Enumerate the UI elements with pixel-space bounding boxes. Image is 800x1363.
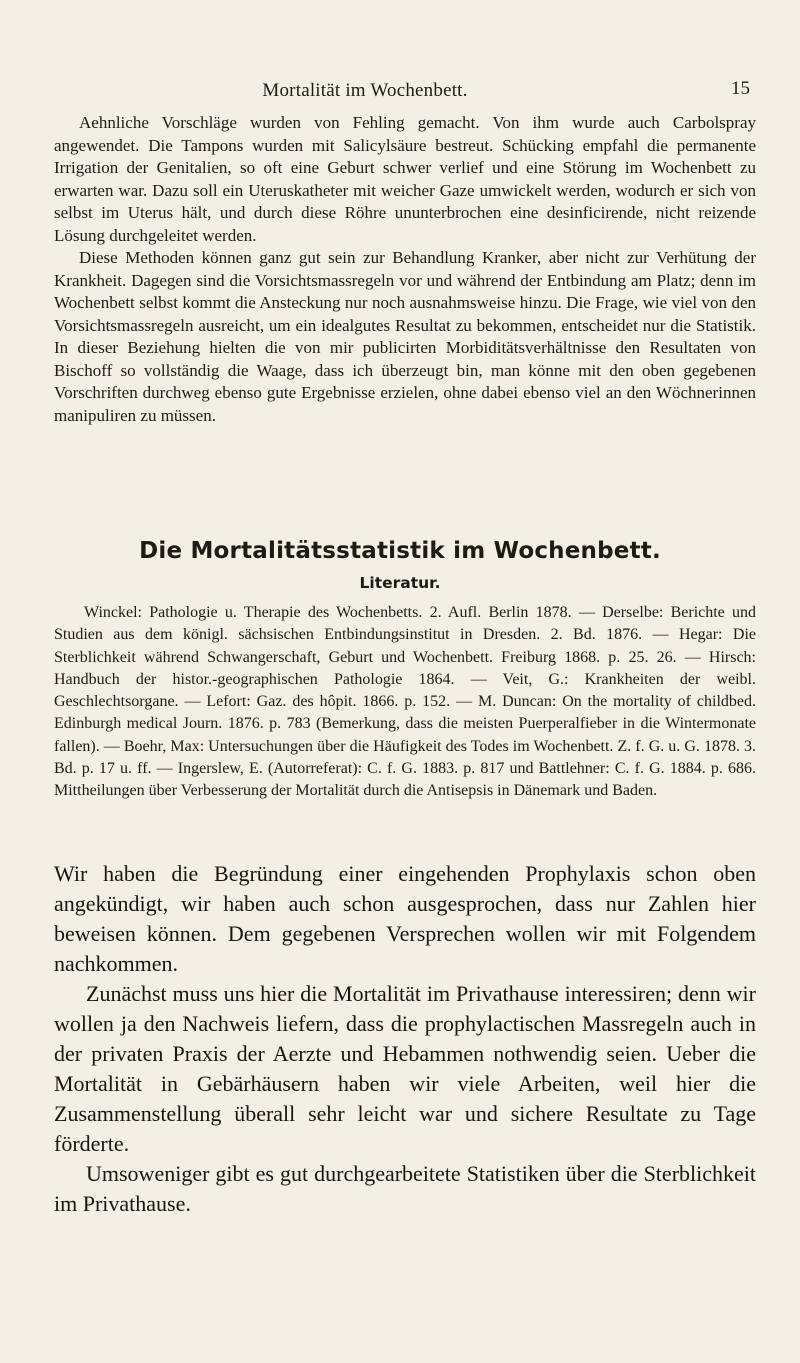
page-number: 15 xyxy=(731,78,750,99)
main-paragraph: Wir haben die Begründung einer eingehenden Prophylaxis schon oben angekündigt, wir haben auch schon ausgesprochen, dass nur Zahlen hier beweisen können. Dem gegebenen Versprechen wollen wir mit Folgendem nachkommen. xyxy=(54,861,756,976)
section-subtitle: Literatur. xyxy=(359,574,441,592)
literature-list xyxy=(54,602,756,803)
intro-text xyxy=(54,112,756,427)
section-title: Die Mortalitätsstatistik im Wochenbett. xyxy=(139,538,661,564)
main-paragraph: Zunächst muss uns hier die Mortalität im Privathause interessiren; denn wir wollen ja den Nachweis liefern, dass die prophylactischen Massregeln auch in der privaten Praxis der Aerzte und Hebammen nothwendig seien. Ueber die Mortalität in Gebärhäusern haben wir viele Arbeiten, weil hier die Zusammenstellung überall sehr leicht war und sichere Resultate zu Tage förderte. xyxy=(54,981,756,1156)
running-title: Mortalität im Wochenbett. xyxy=(262,80,468,101)
intro-paragraph: Aehnliche Vorschläge wurden von Fehling gemacht. Von ihm wurde auch Carbolspray angewendet. Die Tampons wurden mit Salicylsäure bestreut. Schücking empfahl die permanente Irrigation der Genitalien, so oft eine Geburt schwer verlief und eine Störung im Wochenbett zu erwarten war. Dazu soll ein Uteruskatheter mit weicher Gaze umwickelt werden, wodurch er sich von selbst im Uterus hält, und durch diese Röhre ununterbrochen eine desinficirende, nicht reizende Lösung durchgeleitet werden. xyxy=(54,113,756,245)
literature-text: Winckel: Pathologie u. Therapie des Wochenbetts. 2. Aufl. Berlin 1878. — Derselbe: Berichte und Studien aus dem königl. sächsischen Entbindungsinstitut in Dresden. 2. Bd. 1876. — Hegar: Die Sterblichkeit während Schwangerschaft, Geburt und Wochenbett. Freiburg 1868. p. 25. 26. — Hirsch: Handbuch der histor.-geographischen Pathologie 1864. — Veit, G.: Krankheiten der weibl. Geschlechtsorgane. — Lefort: Gaz. des hôpit. 1866. p. 152. — M. Duncan: On the mortality of childbed. Edinburgh medical Journ. 1876. p. 783 (Bemerkung, dass die meisten Puerperalfieber in die Wintermonate fallen). — Boehr, Max: Untersuchungen über die Häufigkeit des Todes im Wochenbett. Z. f. G. u. G. 1878. 3. Bd. p. 17 u. ff. — Ingerslew, E. (Autorreferat): C. f. G. 1883. p. 817 und Battlehner: C. f. G. 1884. p. 686. Mittheilungen über Verbesserung der Mortalität durch die Antisepsis in Dänemark und Baden. xyxy=(54,604,756,800)
main-text xyxy=(54,859,756,1219)
main-paragraph: Umsoweniger gibt es gut durchgearbeitete Statistiken über die Sterblichkeit im Privathause. xyxy=(54,1161,756,1216)
intro-paragraph: Diese Methoden können ganz gut sein zur Behandlung Kranker, aber nicht zur Verhütung der Krankheit. Dagegen sind die Vorsichtsmassregeln vor und während der Entbindung am Platz; denn im Wochenbett selbst kommt die Ansteckung nur noch ausnahmsweise hinzu. Die Frage, wie viel von den Vorsichtsmassregeln ausreicht, um ein idealgutes Resultat zu bekommen, entscheidet nur die Statistik. In dieser Beziehung hielten die von mir publicirten Morbiditätsverhältnisse den Resultaten von Bischoff so vollständig die Waage, dass ich überzeugt bin, man könne mit den oben gegebenen Vorschriften durchweg ebenso gute Ergebnisse erzielen, ohne dabei ebenso viel an den Wöchnerinnen manipuliren zu müssen. xyxy=(54,248,756,425)
